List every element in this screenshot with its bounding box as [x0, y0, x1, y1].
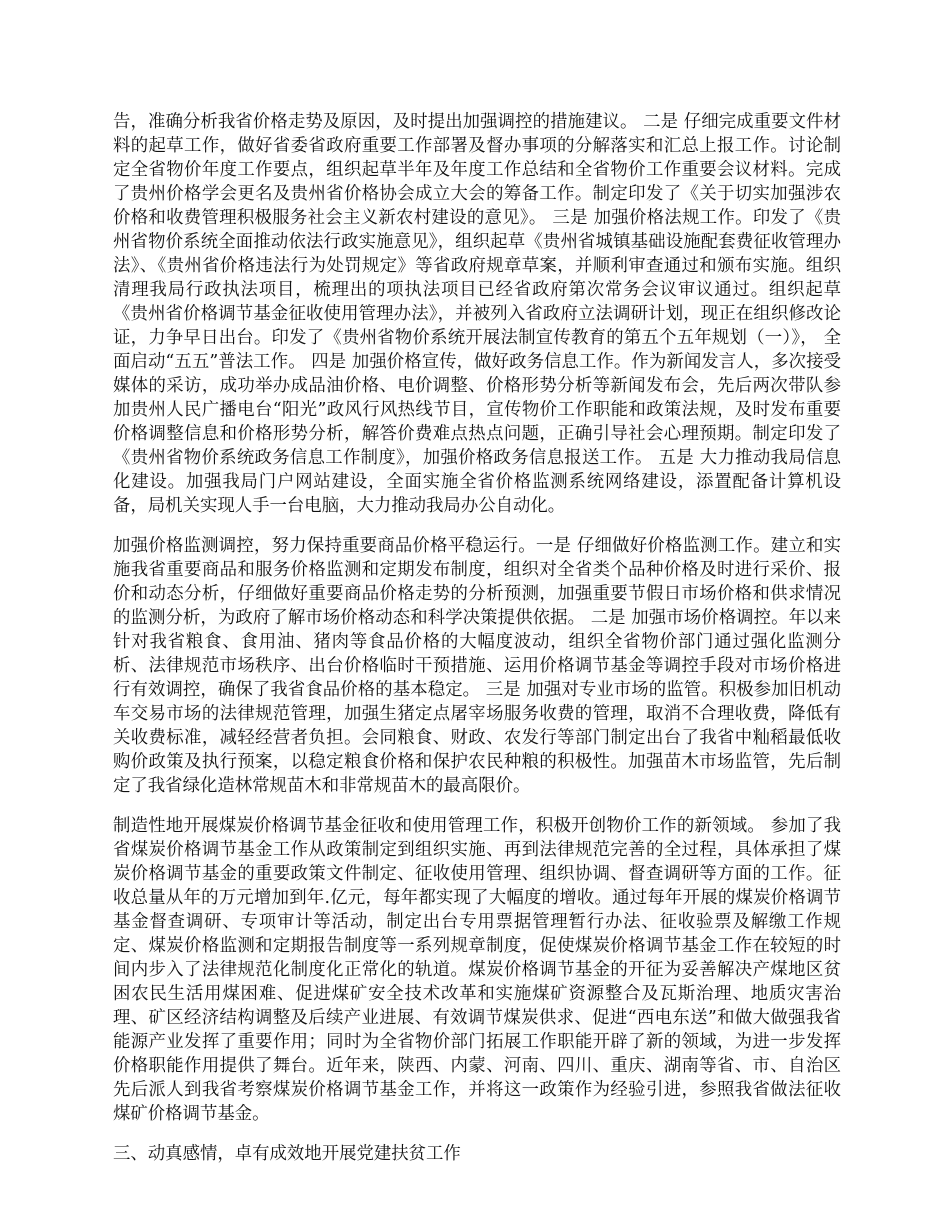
paragraph-price-regulation-work: 告，准确分析我省价格走势及原因，及时提出加强调控的措施建议。 二是 仔细完成重要文件材料的起草工作，做好省委省政府重要工作部署及督办事项的分解落实和汇总上报工作。讨论制定全省物价年度工作要点，组织起草半年及年度工作总结和全省物价工作重要会议材料。完成了贵州价格学会更名及贵州省价格协会成立大会的筹备工作。制定印发了《关于切实加强涉农价格和收费管理积极服务社会主义新农村建设的意见》。 三是 加强价格法规工作。印发了《贵州省物价系统全面推动依法行政实施意见》，组织起草《贵州省城镇基础设施配套费征收管理办法》、《贵州省价格违法行为处罚规定》等省政府规章草案，并顺利审查通过和颁布实施。组织清理我局行政执法项目，梳理出的项执法项目已经省政府第次常务会议审议通过。组织起草《贵州省价格调节基金征收使用管理办法》，并被列入省政府立法调研计划，现正在组织修改论证，力争早日出台。印发了《贵州省物价系统开展法制宣传教育的第五个五年规划（一）》， 全面启动“五五”普法工作。 四是 加强价格宣传，做好政务信息工作。作为新闻发言人，多次接受媒体的采访，成功举办成品油价格、电价调整、价格形势分析等新闻发布会，先后两次带队参加贵州人民广播电台“阳光”政风行风热线节目，宣传物价工作职能和政策法规，及时发布重要价格调整信息和价格形势分析，解答价费难点热点问题，正确引导社会心理预期。制定印发了《贵州省物价系统政务信息工作制度》，加强价格政务信息报送工作。 五是 大力推动我局信息化建设。加强我局门户网站建设，全面实施全省价格监测系统网络建设，添置配备计算机设备，局机关实现人手一台电脑，大力推动我局办公自动化。 — [113, 112, 841, 516]
document-body — [113, 110, 841, 1166]
paragraph-coal-fund: 制造性地开展煤炭价格调节基金征收和使用管理工作，积极开创物价工作的新领域。 参加了我省煤炭价格调节基金工作从政策制定到组织实施、再到法律规范完善的全过程，具体承担了煤炭价格调节基金的重要政策文件制定、征收使用管理、组织协调、督查调研等方面的工作。征收总量从年的万元增加到年.亿元，每年都实现了大幅度的增收。通过每年开展的煤炭价格调节基金督查调研、专项审计等活动，制定出台专用票据管理暂行办法、征收验票及解缴工作规定、煤炭价格监测和定期报告制度等一系列规章制度，促使煤炭价格调节基金工作在较短的时间内步入了法律规范化制度化正常化的轨道。煤炭价格调节基金的开征为妥善解决产煤地区贫困农民生活用煤困难、促进煤矿安全技术改革和实施煤矿资源整合及瓦斯治理、地质灾害治理、矿区经济结构调整及后续产业进展、有效调节煤炭供求、促进“西电东送”和做大做强我省能源产业发挥了重要作用；同时为全省物价部门拓展工作职能开辟了新的领域，为进一步发挥价格职能作用提供了舞台。近年来，陕西、内蒙、河南、四川、重庆、湖南等省、市、自治区先后派人到我省考察煤炭价格调节基金工作，并将这一政策作为经验引进，参照我省做法征收煤矿价格调节基金。 — [113, 816, 841, 1124]
paragraph-price-monitoring: 加强价格监测调控，努力保持重要商品价格平稳运行。一是 仔细做好价格监测工作。建立和实施我省重要商品和服务价格监测和定期发布制度，组织对全省类个品种价格及时进行采价、报价和动态分析，仔细做好重要商品价格走势的分析预测，加强重要节假日市场价格和供求情况的监测分析，为政府了解市场价格动态和科学决策提供依据。 二是 加强市场价格调控。年以来针对我省粮食、食用油、猪肉等食品价格的大幅度波动，组织全省物价部门通过强化监测分析、法律规范市场秩序、出台价格临时干预措施、运用价格调节基金等调控手段对市场价格进行有效调控，确保了我省食品价格的基本稳定。 三是 加强对专业市场的监管。积极参加旧机动车交易市场的法律规范管理，加强生猪定点屠宰场服务收费的管理，取消不合理收费，降低有关收费标准，减轻经营者负担。会同粮食、财政、农发行等部门制定出台了我省中籼稻最低收购价政策及执行预案，以稳定粮食价格和保护农民种粮的积极性。加强苗木市场监管，先后制定了我省绿化造林常规苗木和非常规苗木的最高限价。 — [113, 536, 841, 796]
section-heading: 三、动真感情，卓有成效地开展党建扶贫工作 — [113, 1144, 461, 1164]
